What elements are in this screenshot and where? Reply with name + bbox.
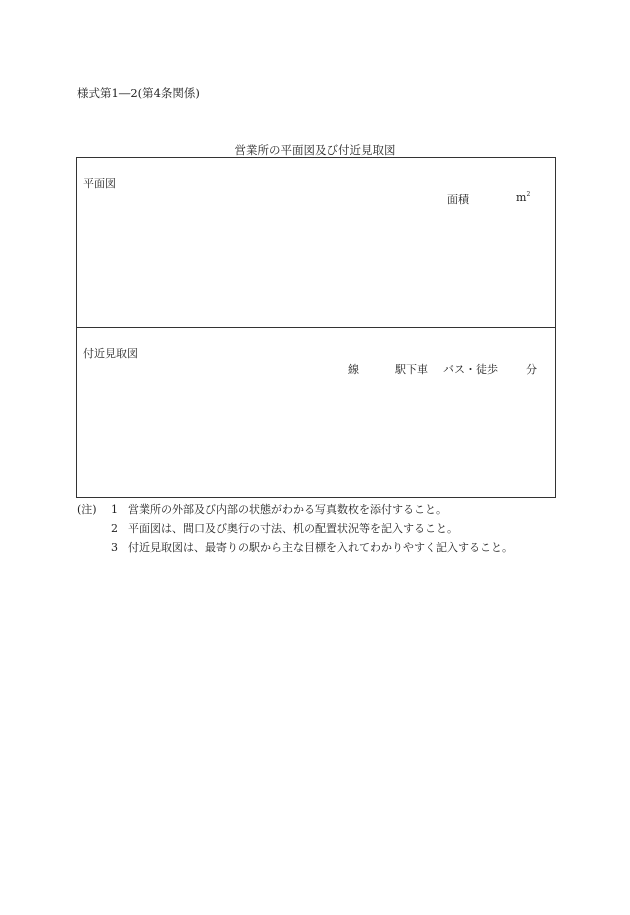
form-title: 営業所の平面図及び付近見取図	[234, 143, 396, 157]
area-unit-base: m	[516, 191, 527, 204]
form-box	[76, 157, 556, 498]
floor-plan-label: 平面図	[83, 177, 116, 190]
note-number: 1	[111, 503, 118, 516]
form-code: 様式第1―2(第4条関係)	[77, 86, 200, 100]
section-divider	[77, 327, 555, 328]
area-unit	[516, 191, 530, 204]
bus-walk-label: バス・徒歩	[443, 363, 498, 376]
note-text: 平面図は、間口及び奥行の寸法、机の配置状況等を記入すること。	[128, 522, 458, 535]
notes-prefix: (注)	[77, 503, 97, 516]
note-text: 営業所の外部及び内部の状態がわかる写真数枚を添付すること。	[128, 503, 447, 516]
minutes-label: 分	[526, 363, 537, 376]
line-label: 線	[348, 363, 359, 376]
station-label: 駅下車	[395, 363, 428, 376]
area-label: 面積	[447, 193, 469, 206]
note-text: 付近見取図は、最寄りの駅から主な目標を入れてわかりやすく記入すること。	[128, 541, 513, 554]
note-number: 3	[111, 541, 118, 554]
note-number: 2	[111, 522, 118, 535]
area-unit-exponent: 2	[526, 191, 531, 198]
vicinity-map-label: 付近見取図	[83, 347, 138, 360]
